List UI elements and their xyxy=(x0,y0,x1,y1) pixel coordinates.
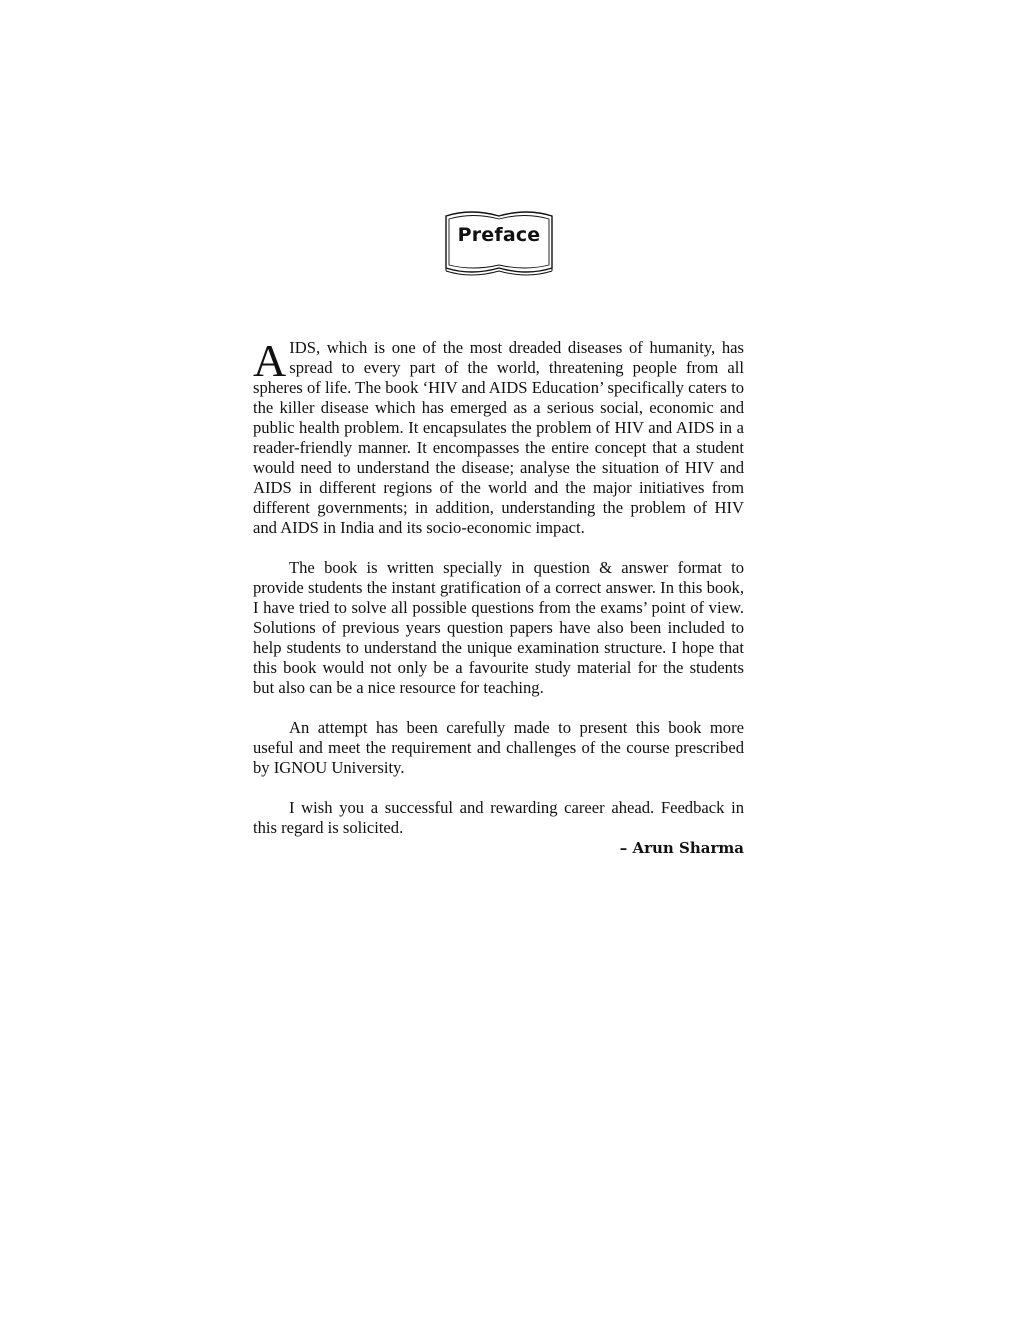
paragraph-attempt: An attempt has been carefully made to present this book more useful and meet the requirement and challenges of the course prescribed by IGNOU University. xyxy=(253,718,744,777)
author-signature: – Arun Sharma xyxy=(619,839,744,857)
preface-body xyxy=(253,335,744,858)
preface-title-banner xyxy=(443,208,555,276)
paragraph-wishes: I wish you a successful and rewarding career ahead. Feedback in this regard is solicited. xyxy=(253,798,744,837)
paragraph-intro-text: IDS, which is one of the most dreaded diseases of humanity, has spread to every part of the world, threatening people from all spheres of life. The book ‘HIV and AIDS Education’ specifically caters to the killer disease which has emerged as a serious social, economic and public health problem. It encapsulates the problem of HIV and AIDS in a reader-friendly manner. It encompasses the entire concept that a student would need to understand the disease; analyse the situation of HIV and AIDS in different regions of the world and the major initiatives from different governments; in addition, understanding the problem of HIV and AIDS in India and its socio-economic impact. xyxy=(253,338,744,537)
page-title: Preface xyxy=(457,224,541,246)
paragraph-intro xyxy=(253,335,744,538)
paragraph-format: The book is written specially in question & answer format to provide students the instant gratification of a correct answer. In this book, I have tried to solve all possible questions from the exams’ point of view. Solutions of previous years question papers have also been included to help students to understand the unique examination structure. I hope that this book would not only be a favourite study material for the students but also can be a nice resource for teaching. xyxy=(253,558,744,697)
drop-cap-letter: A xyxy=(253,335,287,386)
